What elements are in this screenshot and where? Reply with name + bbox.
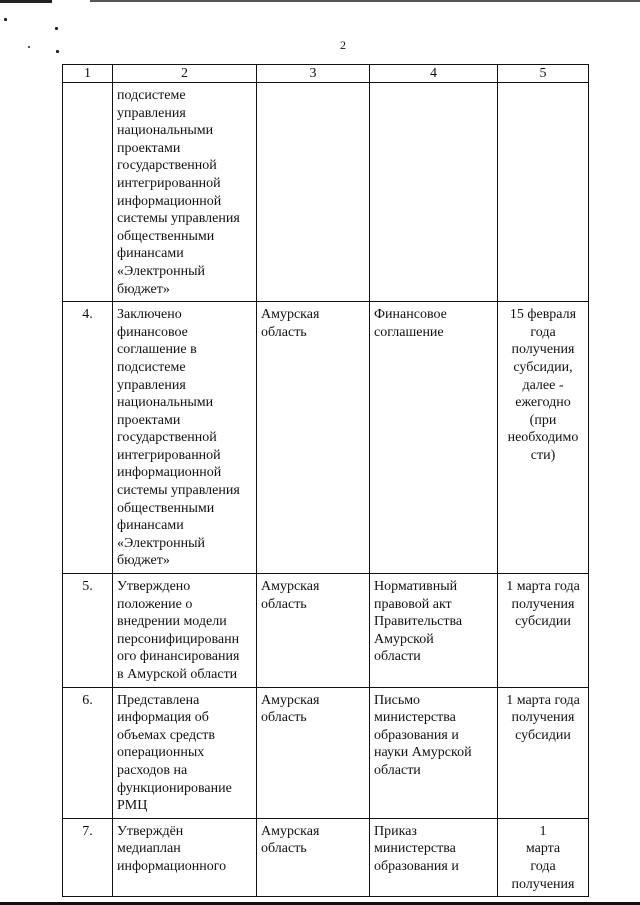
- event-cell: Утверждён медиаплан информационного: [113, 818, 257, 896]
- document-cell: Приказ министерства образования и: [370, 818, 498, 896]
- scan-speck: [4, 18, 7, 21]
- event-cell: Заключено финансовое соглашение в подсистеме управления национальными проектами государственной интегрированной информационной системы управления общественными финансами «Электронный бюджет»: [113, 302, 257, 574]
- table-row: [63, 574, 589, 688]
- header-col-5: 5: [498, 65, 589, 83]
- event-cell: Представлена информация об объемах средств операционных расходов на функционирование РМЦ: [113, 687, 257, 818]
- region-cell: Амурская область: [257, 574, 370, 688]
- row-number: 7.: [63, 818, 113, 896]
- row-number: 4.: [63, 302, 113, 574]
- page-number: 2: [340, 38, 346, 52]
- region-cell: Амурская область: [257, 687, 370, 818]
- deadline-cell: 1 марта года получения субсидии: [498, 687, 589, 818]
- region-cell: [257, 83, 370, 302]
- header-col-4: 4: [370, 65, 498, 83]
- table-row: [63, 818, 589, 896]
- deadline-cell: [498, 83, 589, 302]
- plan-table: [62, 64, 589, 897]
- table-header-row: [63, 65, 589, 83]
- scan-edge-top: [0, 0, 640, 4]
- document-cell: [370, 83, 498, 302]
- header-col-3: 3: [257, 65, 370, 83]
- scan-edge-bottom: [0, 901, 640, 905]
- event-cell: подсистеме управления национальными проектами государственной интегрированной информационной системы управления общественными финансами «Электронный бюджет»: [113, 83, 257, 302]
- table-row: [63, 687, 589, 818]
- scan-speck: [55, 27, 58, 30]
- row-number: 6.: [63, 687, 113, 818]
- deadline-cell: 1 марта года получения субсидии: [498, 574, 589, 688]
- document-cell: Финансовое соглашение: [370, 302, 498, 574]
- header-col-1: 1: [63, 65, 113, 83]
- table-row: [63, 83, 589, 302]
- table-row: [63, 302, 589, 574]
- row-number: [63, 83, 113, 302]
- document-cell: Нормативный правовой акт Правительства Амурской области: [370, 574, 498, 688]
- deadline-cell: 15 февраля года получения субсидии, далее - ежегодно (при необходимо сти): [498, 302, 589, 574]
- document-cell: Письмо министерства образования и науки Амурской области: [370, 687, 498, 818]
- event-cell: Утверждено положение о внедрении модели персонифицированн ого финансирования в Амурской области: [113, 574, 257, 688]
- row-number: 5.: [63, 574, 113, 688]
- region-cell: Амурская область: [257, 818, 370, 896]
- deadline-cell: 1 марта года получения: [498, 818, 589, 896]
- header-col-2: 2: [113, 65, 257, 83]
- region-cell: Амурская область: [257, 302, 370, 574]
